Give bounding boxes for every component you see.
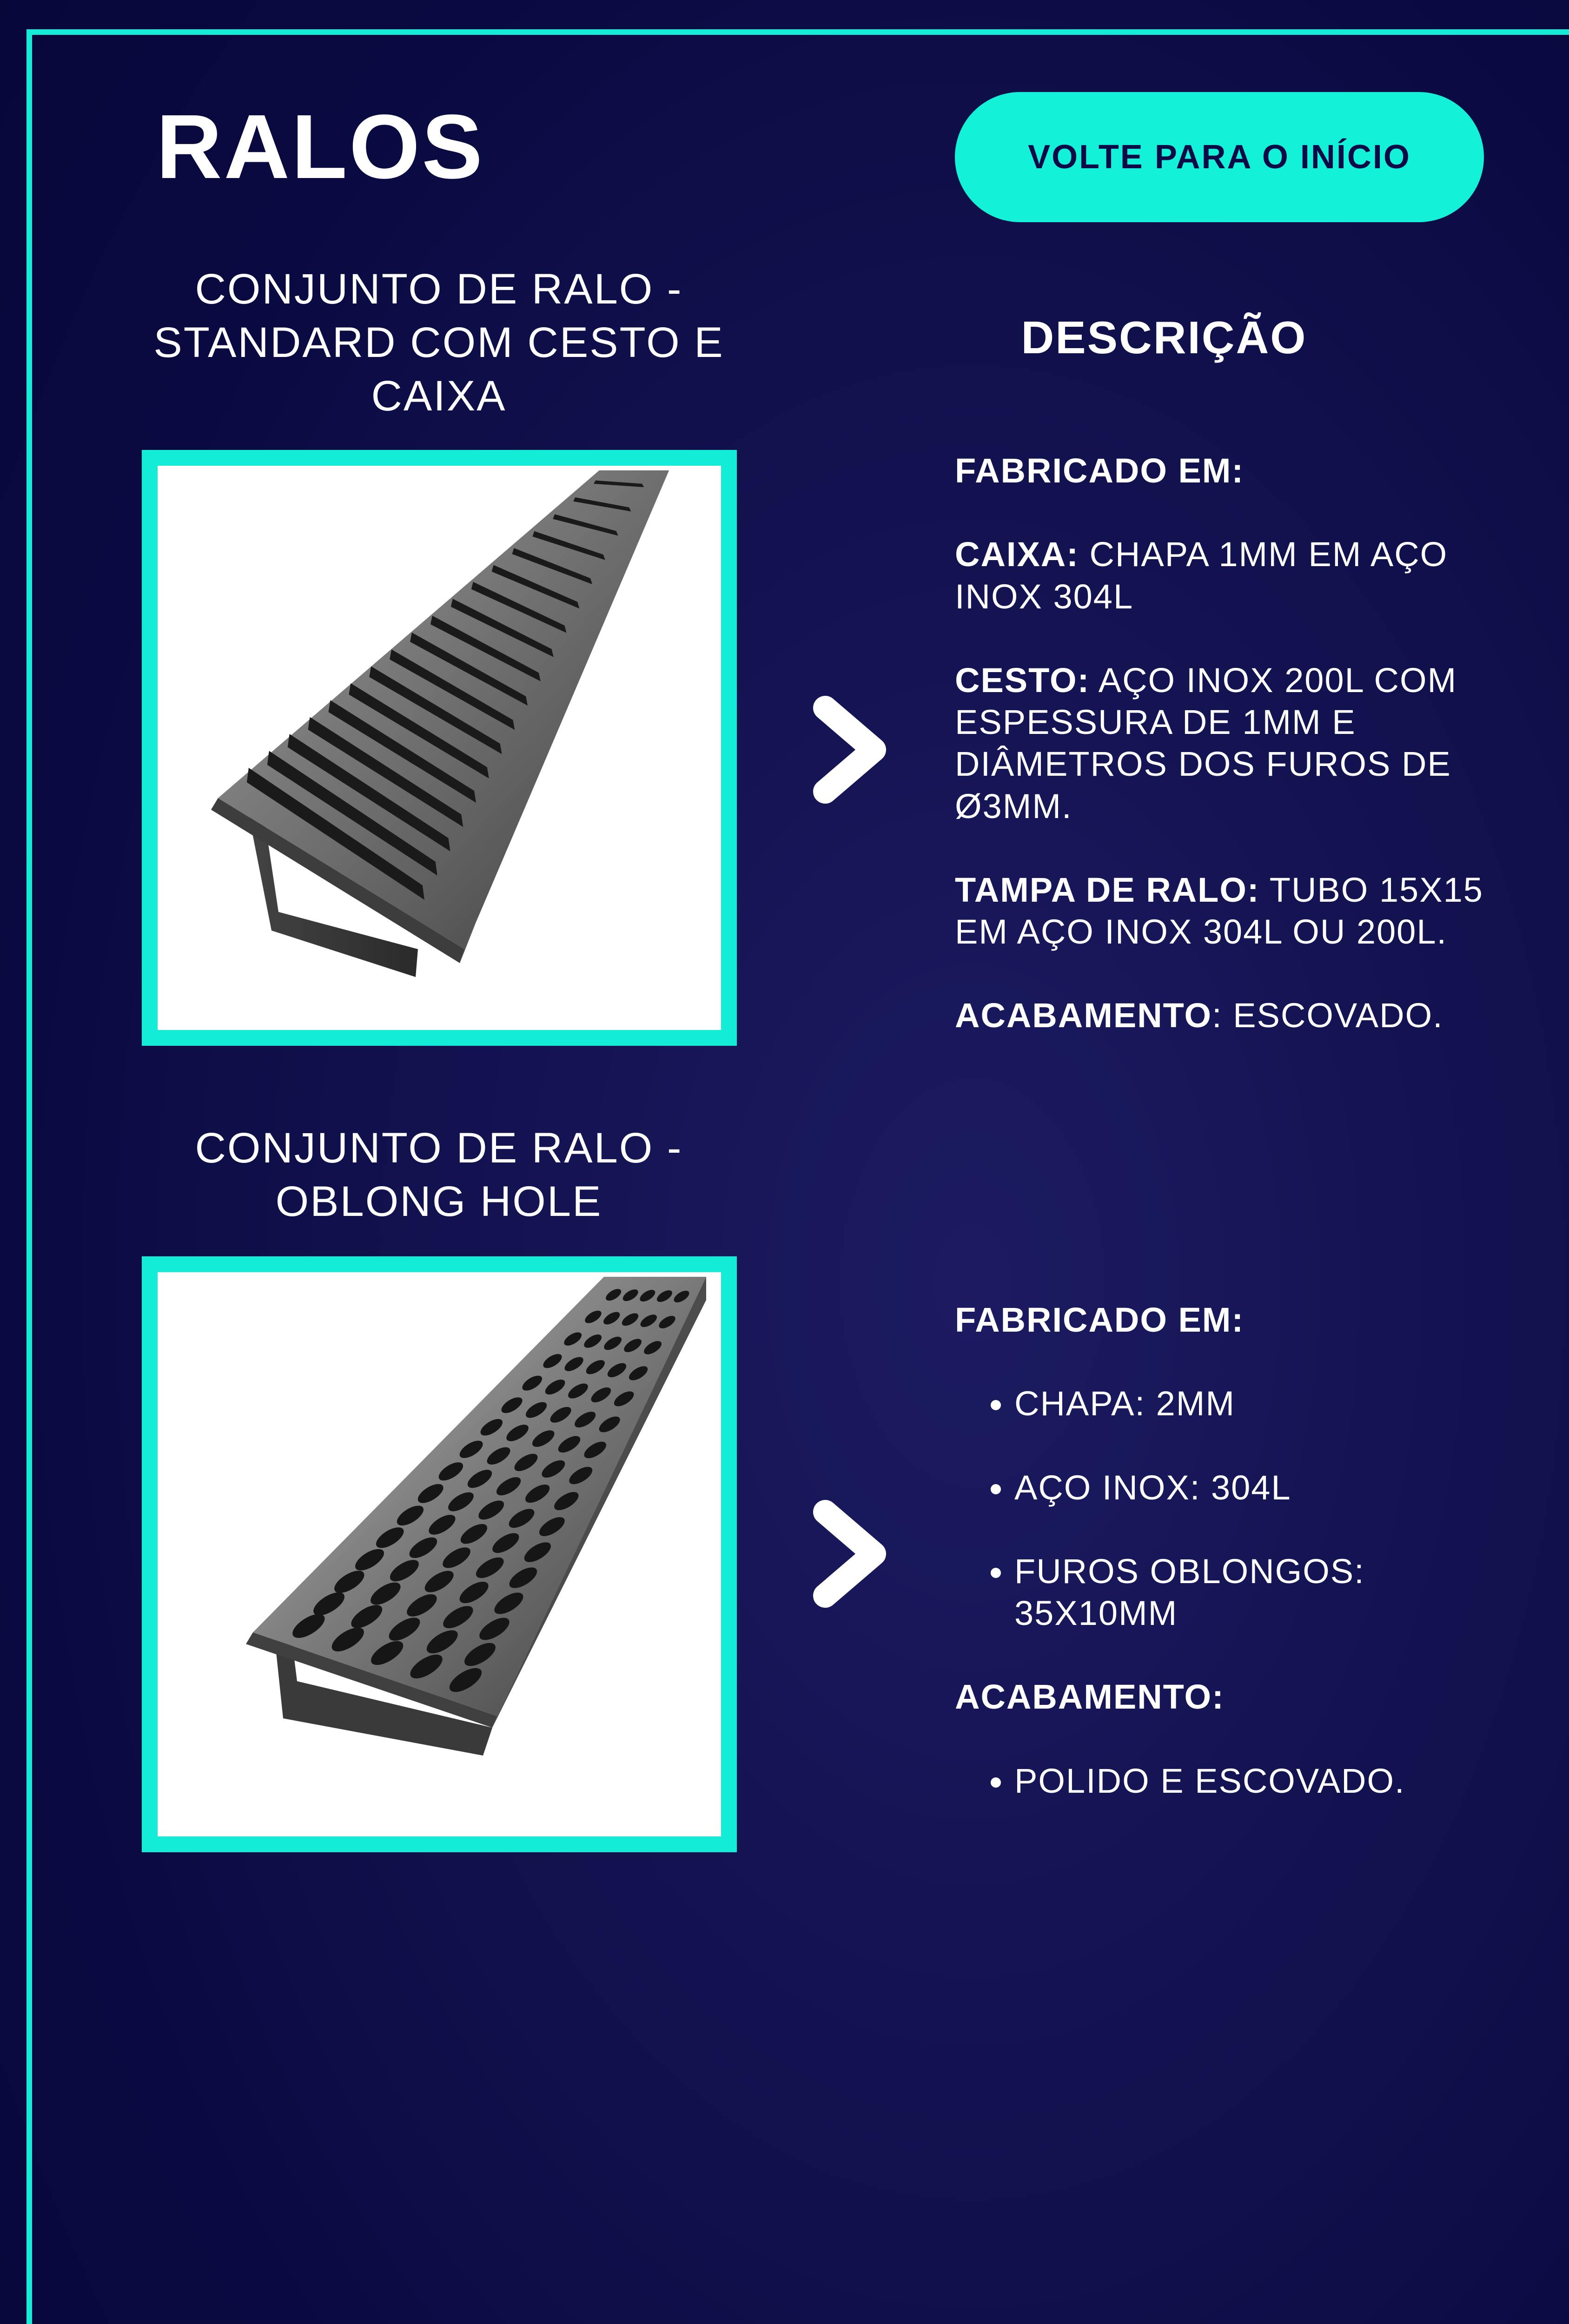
acabamento-value: : ESCOVADO. (1212, 996, 1443, 1035)
caixa-value: CHAPA 1MM EM AÇO INOX 304L (955, 535, 1448, 616)
spec-item: • FUROS OBLONGOS: 35X10MM (1014, 1551, 1490, 1635)
acabamento-label: ACABAMENTO: (955, 1677, 1225, 1717)
back-to-home-button[interactable]: VOLTE PARA O INÍCIO (955, 92, 1484, 222)
acabamento-label: ACABAMENTO (955, 996, 1212, 1035)
tampa-label: TAMPA DE RALO: (955, 870, 1260, 909)
caixa-label: CAIXA: (955, 535, 1079, 574)
made-in-label: FABRICADO EM: (955, 451, 1245, 490)
product-description-oblong (955, 1299, 1490, 1844)
chevron-right-icon (807, 1496, 895, 1612)
standard-drain-image (158, 466, 721, 1030)
finish-list (955, 1760, 1490, 1802)
made-in-label: FABRICADO EM: (955, 1301, 1245, 1339)
page-title: RALOS (156, 96, 484, 198)
spec-list (955, 1383, 1490, 1634)
spec-item: • CHAPA: 2MM (1014, 1383, 1490, 1425)
oblong-drain-image (158, 1272, 721, 1836)
finish-item: • POLIDO E ESCOVADO. (1014, 1760, 1490, 1802)
product-image-oblong (142, 1256, 737, 1852)
spec-item: • AÇO INOX: 304L (1014, 1467, 1490, 1509)
cesto-value: AÇO INOX 200L COM ESPESSURA DE 1MM E DIÂMETROS DOS FUROS DE Ø3MM. (955, 660, 1457, 825)
description-heading: DESCRIÇÃO (1021, 312, 1307, 363)
product-title-standard: CONJUNTO DE RALO - STANDARD COM CESTO E CAIXA (153, 265, 724, 420)
frame-left-border (26, 29, 32, 2324)
tampa-value: TUBO 15X15 EM AÇO INOX 304L OU 200L. (955, 870, 1483, 951)
cesto-label: CESTO: (955, 660, 1090, 700)
frame-top-border (26, 29, 1569, 35)
product-image-standard (142, 450, 737, 1046)
chevron-right-icon (807, 692, 895, 808)
product-description-standard (955, 450, 1490, 1079)
product-title-oblong: CONJUNTO DE RALO - OBLONG HOLE (195, 1124, 683, 1225)
